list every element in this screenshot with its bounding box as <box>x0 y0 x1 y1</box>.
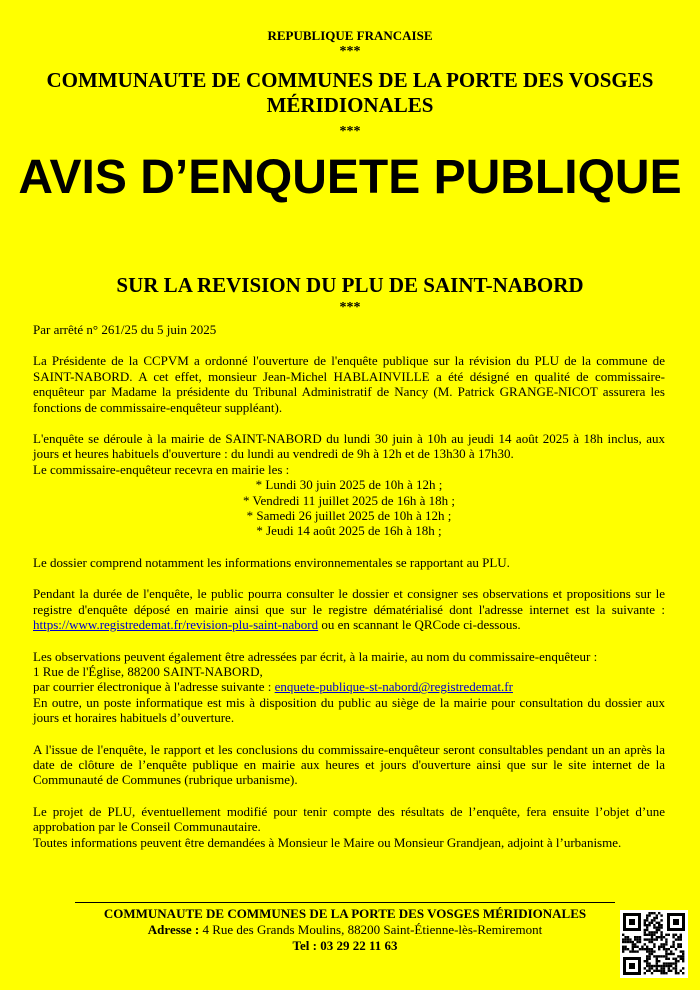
separator-stars: *** <box>339 300 361 315</box>
approbation-text: Le projet de PLU, éventuellement modifié pour tenir compte des résultats de l’enquête, fera ensuite l’objet d’une approbation par le Conseil Communautaire. <box>33 803 665 835</box>
registre-link[interactable]: https://www.registredemat.fr/revision-plu-saint-nabord <box>33 617 319 633</box>
contact-text: Toutes informations peuvent être demandées à Monsieur le Maire ou Monsieur Grandjean, adjoint à l’urbanisme. <box>33 834 622 850</box>
footer-organisation: COMMUNAUTE DE COMMUNES DE LA PORTE DES VOSGES MÉRIDIONALES <box>103 906 587 921</box>
paragraph-dates <box>33 431 665 539</box>
mairie-address: 1 Rue de l'Église, 88200 SAINT-NABORD, <box>33 663 263 679</box>
paragraph-ordonnance: La Présidente de la CCPVM a ordonné l'ouverture de l'enquête publique sur la révision du PLU de la commune de SAINT-NABORD. A cet effet, monsieur Jean-Michel HABLAINVILLE a été désigné en qualité de commissaire-enquêteur par Madame la présidente du Tribunal Administratif de Nancy (M. Patrick GRANGE-NICOT assurera les fonctions de commissaire-enquêteur suppléant). <box>33 353 665 415</box>
email-link[interactable]: enquete-publique-st-nabord@registredemat.fr <box>274 679 513 695</box>
republique-heading: REPUBLIQUE FRANCAISE <box>267 28 433 43</box>
qr-code-graphic <box>620 910 688 978</box>
qr-code-icon[interactable] <box>620 910 688 978</box>
registre-text-end: ou en scannant le QRCode ci-dessous. <box>318 617 521 633</box>
notice-body <box>33 322 665 850</box>
permanences-intro: Le commissaire-enquêteur recevra en mairie les : <box>33 461 290 477</box>
footer <box>60 906 630 954</box>
footer-address: Adresse : 4 Rue des Grands Moulins, 88200 Saint-Étienne-lès-Remiremont <box>147 922 543 937</box>
paragraph-rapport: A l'issue de l'enquête, le rapport et les conclusions du commissaire-enquêteur seront consultables pendant un an après la date de clôture de l’enquête publique en mairie aux heures et jours d'ouverture ainsi que sur le site internet de la Communauté de Communes (rubrique urbanisme). <box>33 741 665 788</box>
arrete-reference: Par arrêté n° 261/25 du 5 juin 2025 <box>33 322 217 337</box>
separator-stars: *** <box>339 44 361 59</box>
paragraph-observations <box>33 649 665 726</box>
organisation-heading: COMMUNAUTE DE COMMUNES DE LA PORTE DES VOSGES MÉRIDIONALES <box>46 68 654 117</box>
paragraph-approbation <box>33 804 665 850</box>
dates-text: L'enquête se déroule à la mairie de SAINT-NABORD du lundi 30 juin à 10h au jeudi 14 août 2025 à 18h inclus, aux jours et heures habituels d'ouverture : du lundi au vendredi de 9h à 12h et de 13h30 à 17h30. <box>33 431 665 462</box>
email-line: par courrier électronique à l'adresse suivante : enquete-publique-st-nabord@registredemat.fr <box>33 679 513 695</box>
registre-text: Pendant la durée de l'enquête, le public pourra consulter le dossier et consigner ses observations et propositions sur le registre d'enquête déposé en mairie ainsi que sur le registre dématérialisé dont l'adresse internet est la suivante : <box>33 586 665 617</box>
paragraph-dossier: Le dossier comprend notamment les informations environnementales se rapportant au PLU. <box>33 554 510 570</box>
observations-text: Les observations peuvent également être adressées par écrit, à la mairie, au nom du commissaire-enquêteur : <box>33 648 598 664</box>
footer-divider <box>75 902 615 903</box>
poste-informatique-text: En outre, un poste informatique est mis à disposition du public au siège de la mairie pour consultation du dossier aux jours et horaires habituels d’ouverture. <box>33 694 665 726</box>
notice-subtitle: SUR LA REVISION DU PLU DE SAINT-NABORD <box>116 273 584 297</box>
permanence-item: * Lundi 30 juin 2025 de 10h à 12h ; <box>255 477 443 493</box>
footer-phone: Tel : 03 29 22 11 63 <box>292 938 398 953</box>
permanence-item: * Vendredi 11 juillet 2025 de 16h à 18h ; <box>243 492 455 508</box>
notice-title: AVIS D’ENQUETE PUBLIQUE <box>18 151 682 204</box>
paragraph-registre <box>33 586 665 632</box>
separator-stars: *** <box>339 124 361 139</box>
permanence-item: * Jeudi 14 août 2025 de 16h à 18h ; <box>256 523 442 539</box>
permanence-item: * Samedi 26 juillet 2025 de 10h à 12h ; <box>246 508 452 524</box>
